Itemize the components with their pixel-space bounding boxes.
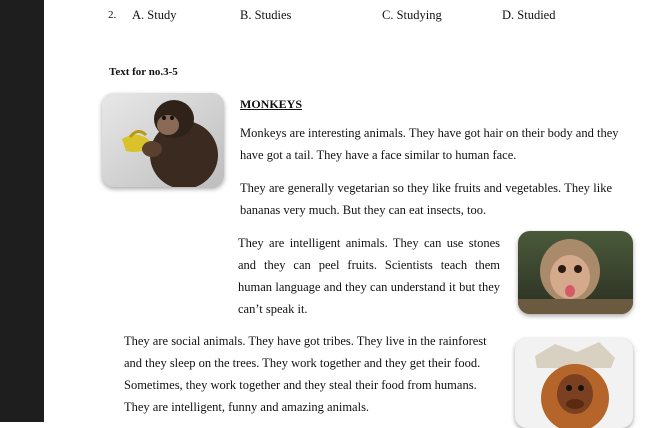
chimpanzee-eating-banana-image <box>102 93 224 187</box>
paragraph-2: They are generally vegetarian so they like fruits and vegetables. They like bananas very much. But they can eat insects, too. <box>240 181 612 217</box>
paragraph-4: They are social animals. They have got tribes. They live in the rainforest and they sleep on the trees. They work together and they get their food. Sometimes, they work together and they steal their food from humans. They are intelligent, funny and amazing animals. <box>124 334 487 414</box>
option-c: C. Studying <box>382 8 442 22</box>
baby-macaque-image <box>518 231 633 314</box>
question-2-options <box>108 8 628 26</box>
paragraph-3: They are intelligent animals. They can use stones and they can peel fruits. Scientists teach them human language and they can understand it but they can’t speak it. <box>238 236 500 316</box>
paragraph-1: Monkeys are interesting animals. They have got hair on their body and they have got a tail. They have a face similar to human face. <box>240 126 619 162</box>
question-number: 2. <box>108 9 117 21</box>
orangutan-image <box>515 338 633 428</box>
article-title: MONKEYS <box>240 97 303 111</box>
option-a: A. Study <box>132 8 177 22</box>
option-b: B. Studies <box>240 8 292 22</box>
page-edge-bar <box>0 0 44 422</box>
option-d: D. Studied <box>502 8 556 22</box>
section-label: Text for no.3-5 <box>109 66 178 78</box>
